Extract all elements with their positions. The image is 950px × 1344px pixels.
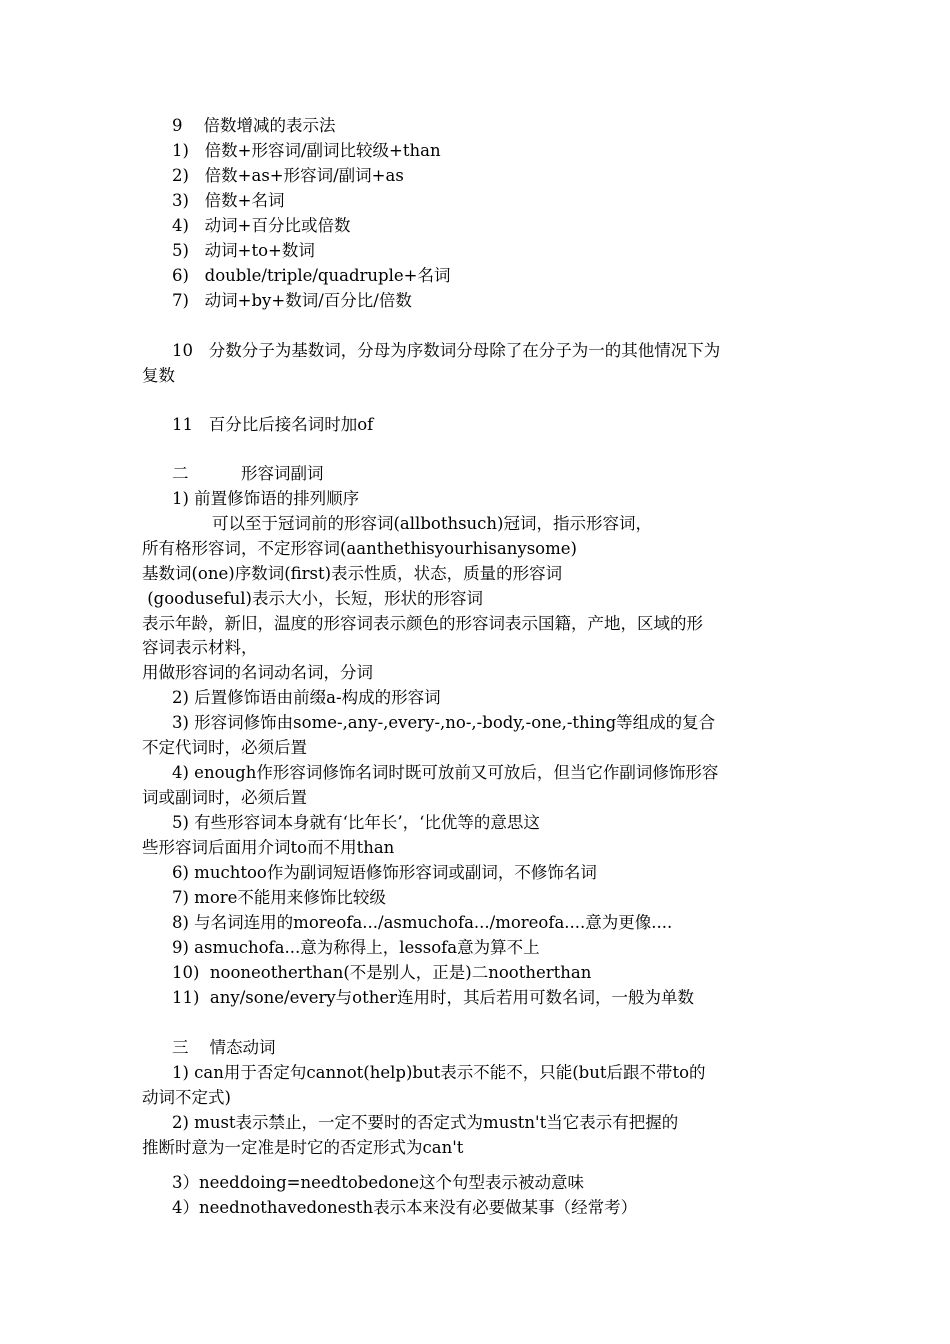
adj-line-10: 3) 形容词修饰由some-,any-,every-,no-,-body,-one,-thing等组成的复合 xyxy=(172,713,716,732)
adj-line-12: 4) enough作形容词修饰名词时既可放前又可放后，但当它作副词修饰形容 xyxy=(172,763,719,782)
adj-line-13: 词或副词时，必须后置 xyxy=(142,788,307,807)
section-9-heading: 9 倍数增减的表示法 xyxy=(172,116,336,135)
adj-line-2: 可以至于冠词前的形容词(allbothsuch)冠词，指示形容词， xyxy=(212,514,652,533)
adj-line-6: 表示年龄，新旧，温度的形容词表示颜色的形容词表示国籍，产地，区域的形 xyxy=(142,614,703,633)
section-9-item-7: 7) 动词+by+数词/百分比/倍数 xyxy=(172,291,412,310)
modal-line-2: 动词不定式) xyxy=(142,1088,231,1107)
adj-line-5: (gooduseful)表示大小，长短，形状的形容词 xyxy=(142,589,483,608)
modal-line-3: 2) must表示禁止，一定不要时的否定式为mustn't当它表示有把握的 xyxy=(172,1113,679,1132)
section-9-item-6: 6) double/triple/quadruple+名词 xyxy=(172,266,451,285)
adj-line-20: 10) nooneotherthan(不是别人，正是)二nootherthan xyxy=(172,963,592,982)
section-9-item-3: 3) 倍数+名词 xyxy=(172,191,285,210)
section-11-line-1: 11 百分比后接名词时加of xyxy=(172,415,374,434)
section-adj-heading: 二 形容词副词 xyxy=(172,464,324,483)
section-10-line-2: 复数 xyxy=(142,366,175,385)
section-9-item-2: 2) 倍数+as+形容词/副词+as xyxy=(172,166,404,185)
section-10-line-1: 10 分数分子为基数词，分母为序数词分母除了在分子为一的其他情况下为 xyxy=(172,341,721,360)
modal-line-5: 3）needdoing=needtobedone这个句型表示被动意味 xyxy=(172,1173,585,1192)
modal-line-1: 1) can用于否定句cannot(help)but表示不能不，只能(but后跟不带to的 xyxy=(172,1063,706,1082)
section-9-item-1: 1) 倍数+形容词/副词比较级+than xyxy=(172,141,441,160)
adj-line-11: 不定代词时，必须后置 xyxy=(142,738,307,757)
adj-line-8: 用做形容词的名词动名词，分词 xyxy=(142,663,373,682)
adj-line-17: 7) more不能用来修饰比较级 xyxy=(172,888,386,907)
section-9-item-5: 5) 动词+to+数词 xyxy=(172,241,315,260)
adj-line-4: 基数词(one)序数词(first)表示性质，状态，质量的形容词 xyxy=(142,564,563,583)
adj-line-7: 容词表示材料， xyxy=(142,638,258,657)
modal-line-6: 4）neednothavedonesth表示本来没有必要做某事（经常考） xyxy=(172,1198,638,1217)
section-9-item-4: 4) 动词+百分比或倍数 xyxy=(172,216,351,235)
adj-line-9: 2) 后置修饰语由前缀a-构成的形容词 xyxy=(172,688,441,707)
adj-line-14: 5) 有些形容词本身就有‘比年长’，‘比优等的意思这 xyxy=(172,813,540,832)
adj-line-3: 所有格形容词，不定形容词(aanthethisyourhisanysome) xyxy=(142,539,577,558)
section-modal-heading: 三 情态动词 xyxy=(172,1038,276,1057)
adj-line-18: 8) 与名词连用的moreofa.../asmuchofa.../moreofa....意为更像.... xyxy=(172,913,673,932)
modal-line-4: 推断时意为一定准是时它的否定形式为can't xyxy=(142,1138,464,1157)
adj-line-19: 9) asmuchofa...意为称得上，lessofa意为算不上 xyxy=(172,938,540,957)
adj-line-1: 1) 前置修饰语的排列顺序 xyxy=(172,489,360,508)
adj-line-16: 6) muchtoo作为副词短语修饰形容词或副词，不修饰名词 xyxy=(172,863,597,882)
adj-line-15: 些形容词后面用介词to而不用than xyxy=(142,838,395,857)
adj-line-21: 11) any/sone/every与other连用时，其后若用可数名词，一般为单数 xyxy=(172,988,695,1007)
